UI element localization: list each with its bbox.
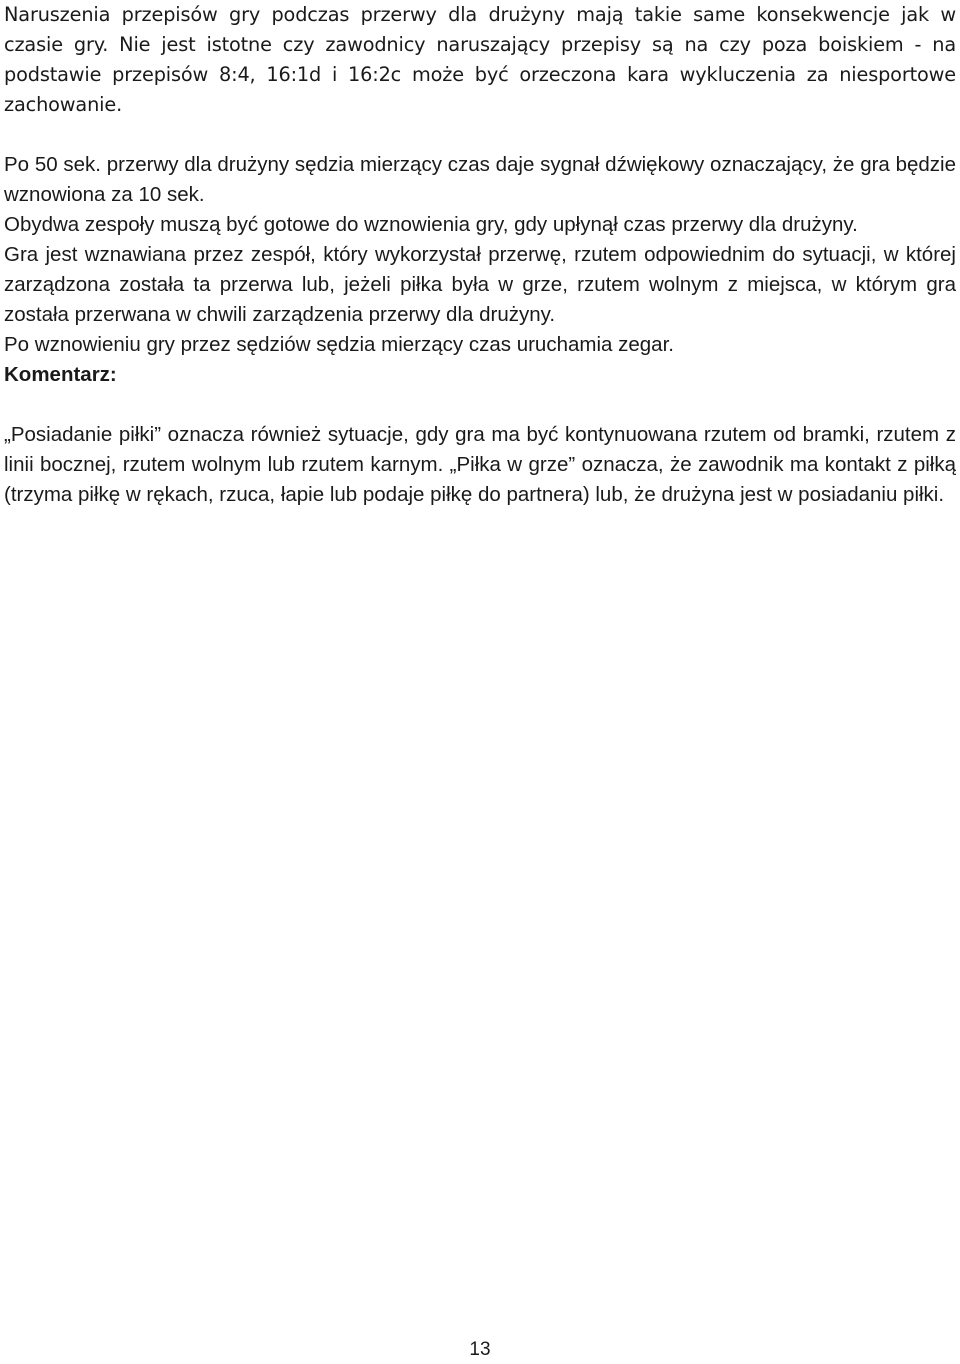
page-number: 13 bbox=[469, 1339, 491, 1360]
page-content bbox=[4, 0, 956, 510]
paragraph-violations: Naruszenia przepisów gry podczas przerwy dla drużyny mają takie same konsekwencje jak w czasie gry. Nie jest istotne czy zawodnicy naruszający przepisy są na czy poza boiskiem - na podstawie przepisów 8:4, 16:1d i 16:2c może być orzeczona kara wykluczenia za niesportowe zachowanie. bbox=[4, 3, 956, 116]
paragraph-clock-start: Po wznowieniu gry przez sędziów sędzia mierzący czas uruchamia zegar. bbox=[4, 333, 674, 356]
paragraph-resumption: Gra jest wznawiana przez zespół, który wykorzystał przerwę, rzutem odpowiednim do sytuacji, w której zarządzona została ta przerwa lub, jeżeli piłka była w grze, rzutem wolnym z miejsca, w którym gra została przerwana w chwili zarządzenia przerwy dla drużyny. bbox=[4, 243, 956, 326]
paragraph-teams-ready: Obydwa zespoły muszą być gotowe do wznowienia gry, gdy upłynął czas przerwy dla drużyny. bbox=[4, 213, 858, 236]
comment-heading: Komentarz: bbox=[4, 363, 117, 386]
comment-paragraph: „Posiadanie piłki” oznacza również sytuacje, gdy gra ma być kontynuowana rzutem od bramki, rzutem z linii bocznej, rzutem wolnym lub rzutem karnym. „Piłka w grze” oznacza, że zawodnik ma kontakt z piłką (trzyma piłkę w rękach, rzuca, łapie lub podaje piłkę do partnera) lub, że drużyna jest w posiadaniu piłki. bbox=[4, 423, 956, 506]
paragraph-signal: Po 50 sek. przerwy dla drużyny sędzia mierzący czas daje sygnał dźwiękowy oznaczający, że gra będzie wznowiona za 10 sek. bbox=[4, 153, 956, 206]
